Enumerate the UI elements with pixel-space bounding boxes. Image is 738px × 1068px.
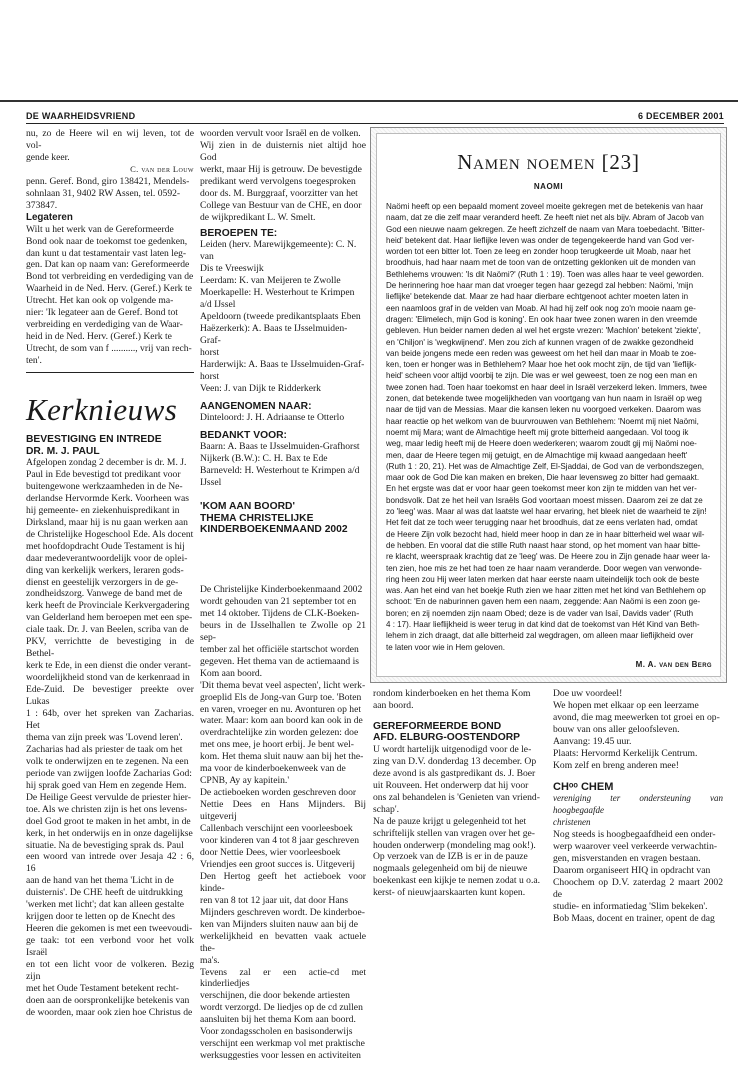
text-line: God een nieuwe naam gekregen. Ze heeft zichzelf de naam van Mara toebedacht. 'Bitter- bbox=[386, 224, 705, 234]
text-line: van beide jongens mede een reden was geweest om het heil dan maar in Moab te zoe- bbox=[386, 348, 697, 358]
text-line: verschijnen, die door bekende artiesten bbox=[200, 990, 350, 1002]
list-line: Barneveld: H. Westerhout te Krimpen a/d bbox=[200, 465, 360, 477]
text-line: met 14 oktober. Tijdens de CLK-Boeken- bbox=[200, 607, 360, 619]
list-line: Baarn: A. Baas te IJsselmuiden-Grafhorst bbox=[200, 441, 360, 453]
text-line: noemt mij Mara; want de Almachtige heeft mij grote bitterheid aangedaan. Vol toog ik bbox=[386, 427, 689, 437]
bevestiging-text bbox=[26, 457, 194, 1019]
text-line: Naömi heeft op een bepaald moment zoveel moeite gekregen met de betekenis van haar bbox=[386, 202, 704, 211]
text-line: kerst- of nieuwjaarskaarten kunt kopen. bbox=[373, 887, 526, 899]
list-line: horst bbox=[200, 370, 220, 382]
text-line: werksuggesties voor lessen en activiteiten bbox=[200, 1050, 361, 1062]
list-line: Dinteloord: J. H. Adriaanse te Otterlo bbox=[200, 412, 345, 424]
text-line: maar ook de God Die kan maken en breken, Die haar levensweg zo bitter had gemaakt. bbox=[386, 473, 700, 483]
text-line: een naamloos graf in de velden van Moab. Al had hij zelf ook nog zo'n mooie naam ge- bbox=[386, 303, 696, 313]
text-line: beurs in de IJsselhallen te Zwolle op 21 sep- bbox=[200, 619, 366, 643]
text-line: water. Maar: kom aan boord kan ook in de bbox=[200, 715, 363, 727]
text-line: nier: 'Ik legateer aan de Geref. Bond tot bbox=[26, 307, 178, 319]
text-line: re klacht, weerspraak krachtig dat ze 'leeg' was. De Heere zou in Zijn genade haar weer la- bbox=[386, 552, 711, 562]
text-line: door Nettie Dees, wier voorleesboek bbox=[200, 846, 341, 858]
text-line: Mijnders geschreven wordt. De kinderboe- bbox=[200, 906, 365, 918]
elburg-text bbox=[373, 744, 541, 899]
text-line: werkt, maar Hij is getrouw. De bevestigde bbox=[200, 163, 362, 175]
text-line: verbreiding en verdediging van de Waar- bbox=[26, 319, 183, 331]
text-line: Kom zelf en breng anderen mee! bbox=[553, 759, 679, 771]
text-line: 1 : 64b, over het spreken van Zacharias. Het bbox=[26, 708, 194, 731]
header-rule bbox=[26, 123, 724, 124]
elburg-continuation bbox=[553, 688, 723, 772]
col3-bottom-block bbox=[373, 688, 541, 1048]
text-line: schriftelijk stellen van vragen over het ge- bbox=[373, 827, 535, 839]
text-line: Wilt u het werk van de Gereformeerde bbox=[26, 223, 174, 235]
chem-text bbox=[553, 829, 723, 925]
text-line: verschijnt een werkmap vol met praktische bbox=[200, 1038, 365, 1050]
text-line: Waarheid in de Ned. Herv. (Geref.) Kerk te bbox=[26, 283, 192, 295]
text-line: krijgen door te letten op de Knecht des bbox=[26, 911, 175, 923]
text-line: Choochem op D.V. zaterdag 2 maart 2002 de bbox=[553, 876, 723, 900]
address-line: sohnlaan 31, 9402 RW Assen, tel. 0592- bbox=[26, 187, 181, 199]
text-line: en varen, vroeger en nu. Avonturen op het bbox=[200, 703, 361, 715]
text-line: Utrecht. Het kan ook op volgende ma- bbox=[26, 295, 174, 307]
text-line: Ede-Zuid. De bevestiger preekte over Lukas bbox=[26, 684, 194, 708]
subtitle-line: vereniging ter ondersteuning van hoogbegaafde bbox=[553, 793, 723, 816]
list-line: Nijkerk (B.W.): C. H. Bax te Ede bbox=[200, 453, 328, 465]
address-line: 373847. bbox=[26, 199, 58, 211]
text-line: Callenbach verschijnt een voorleesboek bbox=[200, 823, 353, 835]
text-line: ken, toen er honger was in Bethlehem? Maar hoe het ook mocht zijn, de tijd van 'lieflijk- bbox=[386, 360, 697, 370]
text-line: Voor zondagsscholen en basisonderwijs bbox=[200, 1026, 353, 1038]
text-line: Nettie Dees en Hans Mijnders. Bij uitgeverij bbox=[200, 799, 366, 823]
text-line: De herinnering hoe haar man dat vroeger tegen haar gezegd zal hebben: Naömi, 'mijn bbox=[386, 281, 694, 291]
text-line: thema van zijn preek was 'Lovend leren'. bbox=[26, 731, 183, 743]
text-line: en tot een licht voor de volkeren. Bezig zijn bbox=[26, 959, 194, 982]
text-line: Heeren die gekomen is met een tweevoudi- bbox=[26, 923, 193, 935]
text-line: naam, dat ze die zelf maar veranderd heeft. Ze heeft niet net als bijv. Abram of Jacob van bbox=[386, 213, 704, 223]
legateren-heading: Legateren bbox=[26, 211, 73, 223]
text-line: de hebben. En vooral dat die stille Ruth naast haar stond, op het moment van haar bitte- bbox=[386, 540, 701, 550]
text-line: ding van kerkelijk werkers, leraren gods- bbox=[26, 564, 184, 576]
text-line: aansluiten bij het thema Kom aan boord. bbox=[200, 1014, 356, 1026]
text-line: gen. Dat kan op naam van: Gereformeerde bbox=[26, 259, 190, 271]
text-line: Tevens zal er een actie-cd met kinderliedjes bbox=[200, 966, 366, 990]
text-line: 4 : 17). Haar lieflijkheid is weer terug in dat kind dat de toekomst van Hét Kind van Beth- bbox=[386, 619, 700, 629]
bedankt-heading: BEDANKT VOOR: bbox=[200, 429, 287, 441]
text-line: Den Hertog geeft het actieboek voor kinde- bbox=[200, 870, 366, 894]
text-line: wordt gehouden van 21 september tot en bbox=[200, 595, 357, 607]
text-line: zing van D.V. donderdag 13 december. Op bbox=[373, 755, 537, 767]
text-line: met hoofdopdracht Oude Testament is hij bbox=[26, 540, 185, 552]
gb-address bbox=[26, 176, 194, 212]
issue-date: 6 DECEMBER 2001 bbox=[637, 111, 724, 121]
text-line: ten zien, hoe mis ze het had toen ze haar naam veranderde. Door wegen van verwonde- bbox=[386, 563, 702, 573]
text-line: heid' betekent dat. Haar lieflijke leven was onder de tegengekeerde hand van God ver- bbox=[386, 235, 695, 245]
text-line: We hopen met elkaar op een leerzame bbox=[553, 699, 699, 711]
col1-divider bbox=[26, 372, 194, 373]
list-line: Apeldoorn (tweede predikantsplaats Eben bbox=[200, 310, 361, 322]
signature-van-der-louw: C. van der Louw bbox=[130, 163, 194, 174]
text-line: rondom kinderboeken en het thema Kom bbox=[373, 688, 531, 699]
text-line: hij sprak goed van Hem en zegende Hem. bbox=[26, 779, 187, 791]
text-line: groeplid Els de Jong-van Gurp toe. 'Boten bbox=[200, 691, 362, 703]
text-line: Paul in Ede bevestigd tot predikant voor bbox=[26, 468, 181, 480]
text-line: naar de tijd van de Messias. Maar die kansen leken nu voorgoed verkeken. Daarom was bbox=[386, 405, 701, 415]
chem-heading: CHᵒᵒ CHEM bbox=[553, 780, 614, 793]
text-line: ons zal behandelen is 'Genieten van vriend- bbox=[373, 791, 540, 803]
aangenomen-list bbox=[200, 412, 366, 424]
text-line: voor kinderen van 4 tot 8 jaar geschreven bbox=[200, 835, 360, 847]
chem-subtitle bbox=[553, 793, 723, 829]
text-line: daar medeverantwoordelijk voor de oplei- bbox=[26, 552, 188, 564]
text-line: weg, maar ledig heeft mij de Heere doen wederkeren; waarom zoudt gij mij Naömi noe- bbox=[386, 439, 697, 449]
text-line: broodhuis, had haar naam met de toon van de ontzetting geklonken uit de monden van bbox=[386, 258, 696, 268]
text-line: boren; en zij noemden zijn naam Obed; deze is de vader van Isaï, Davids vader' (Ruth bbox=[386, 608, 694, 618]
text-line: Op verzoek van de IZB is er in de pauze bbox=[373, 851, 528, 863]
text-line: schoot: 'En de naburinnen gaven hem een naam, zeggende: Aan Naömi is een zoon ge- bbox=[386, 597, 701, 607]
text-line: bondsvolk. Dat ze het heil van Israëls God voortaan moest missen. Daarom zei ze dat ze bbox=[386, 495, 703, 505]
text-line: men, daar de Heere tegen mij getuigt, en de Almachtige mij kwaad aangedaan heeft' bbox=[386, 450, 688, 460]
text-line: doel God groot te maken in het ambt, in de bbox=[26, 815, 191, 827]
text-line: nu, zo de Heere wil en wij leven, tot de vol- bbox=[26, 128, 194, 151]
top-rule bbox=[0, 100, 738, 102]
text-line: kom. Het thema sluit nauw aan bij het the- bbox=[200, 751, 364, 763]
text-line: Nog steeds is hoogbegaafdheid een onder- bbox=[553, 829, 716, 841]
text-line: Vriendjes een groot succes is. Uitgeverij bbox=[200, 858, 356, 870]
text-line: deze avond is als gastpredikant ds. J. Boer bbox=[373, 767, 536, 779]
text-line: wordt verzorgd. De liedjes op de cd zullen bbox=[200, 1002, 363, 1014]
text-line: zondheidszorg. Vanwege de band met de bbox=[26, 588, 183, 600]
text-line: periode van zwijgen loofde Zacharias God: bbox=[26, 767, 192, 779]
text-line: 'werken met licht'; dat kan alleen gestalte bbox=[26, 899, 184, 911]
text-line: CPNB, Ay ay kapitein.' bbox=[200, 775, 290, 787]
col1-intro bbox=[26, 128, 194, 164]
heading-line: AFD. ELBURG-OOSTENDORP bbox=[373, 732, 521, 744]
text-line: situatie. Na de bevestiging sprak ds. Paul bbox=[26, 839, 184, 851]
text-line: gegeven. Het thema van de actiemaand is bbox=[200, 655, 360, 667]
text-line: werp waarover veel verkeerde verwachtin- bbox=[553, 840, 718, 852]
list-line: Veen: J. van Dijk te Ridderkerk bbox=[200, 382, 321, 394]
text-line: schap'. bbox=[373, 803, 399, 815]
text-line: buitengewone werkzaamheden in de Ne- bbox=[26, 480, 183, 492]
text-line: dan kunt u dat testamentair vast laten leg- bbox=[26, 247, 187, 259]
text-line: een woord van intrede over Jesaja 42 : 6, 16 bbox=[26, 851, 194, 875]
text-line: Daarom organiseert HIQ in opdracht van bbox=[553, 864, 711, 876]
text-line: met het Oude Testament betekent recht- bbox=[26, 982, 179, 994]
text-line: woorden vervult voor Israël en de volken. bbox=[200, 128, 361, 139]
kinderboeken-article bbox=[200, 584, 366, 1062]
col2-top-block bbox=[200, 128, 366, 583]
text-line: gebleven. Hun beider namen deden al wel het ergste vrezen: 'Machlon' betekent 'ziekte', bbox=[386, 326, 701, 336]
list-line: Haëzerkerk): A. Baas te IJsselmuiden-Graf- bbox=[200, 322, 348, 346]
text-line: kerk heeft de Provinciale Kerkvergadering bbox=[26, 600, 190, 612]
text-line: de woorden, maar ook zien hoe Christus de bbox=[26, 1006, 193, 1018]
text-line: gende keer. bbox=[26, 151, 70, 163]
text-line: ten'. bbox=[26, 355, 42, 367]
text-line: was. Aan het eind van het boekje Ruth zien we haar zitten met het kind van Bethlehem op bbox=[386, 586, 706, 596]
list-line: IJssel bbox=[200, 477, 222, 489]
heading-line: GEREFORMEERDE BOND bbox=[373, 720, 502, 732]
text-line: Aanvang: 19.45 uur. bbox=[553, 735, 632, 747]
bedankt-list bbox=[200, 441, 366, 489]
text-line: volk te onderwijzen en te zegenen. Na een bbox=[26, 755, 189, 767]
text-line: studie- en informatiedag 'Slim bekeken'. bbox=[553, 900, 708, 912]
text-line: dienst en geestelijk verzorgers in de ge- bbox=[26, 576, 179, 588]
text-line: De actieboeken worden geschreven door bbox=[200, 787, 357, 799]
heading-line: 'KOM AAN BOORD' bbox=[200, 501, 295, 513]
text-line: woordelijkheid stond van de kerkenraad in bbox=[26, 672, 190, 684]
col1-top-block bbox=[26, 128, 194, 368]
text-line: duisternis'. De CHE heeft de uitdrukking bbox=[26, 887, 183, 899]
text-line: De Christelijke Kinderboekenmaand 2002 bbox=[200, 584, 363, 595]
text-line: twee zonen had. Toen haar toekomst en haar deel in Israël verzekerd leken. Immers, twee bbox=[386, 382, 708, 392]
list-line: Dis te Vreeswijk bbox=[200, 263, 264, 275]
text-line: ma's. bbox=[200, 954, 220, 966]
text-line: bouw van ons aller geloofsleven. bbox=[553, 723, 680, 735]
text-line: Zacharias had als priester de taak om het bbox=[26, 743, 183, 755]
text-line: Dirksland, maar hij is nu gaan werken aan bbox=[26, 516, 188, 528]
text-line: College van Bestuur van de CHE, en door bbox=[200, 199, 362, 211]
list-line: Moerkapelle: H. Westerhout te Krimpen bbox=[200, 286, 355, 298]
text-line: en 'Chiljon' is 'wegkwijnend'. Men zou zich af kunnen vragen of de zwakke gezondheid bbox=[386, 337, 694, 347]
text-line: werkelijkheid en bevatten vaak actuele the- bbox=[200, 930, 366, 954]
text-line: nogmaals gelegenheid om bij de nieuwe bbox=[373, 863, 528, 875]
publication-name: DE WAARHEIDSVRIEND bbox=[26, 111, 136, 121]
namen-noemen-text bbox=[386, 201, 718, 656]
text-line: uit Rouveen. Het onderwerp dat hij voor bbox=[373, 779, 529, 791]
text-line: derlandse Hervormde Kerk. Voorheen was bbox=[26, 492, 189, 504]
list-line: Harderwijk: A. Baas te IJsselmuiden-Graf- bbox=[200, 358, 365, 370]
text-line: kerk, in het onderwijs en in onze dagelijkse bbox=[26, 827, 193, 839]
text-line: ren van 8 tot 12 jaar uit, dat door Hans bbox=[200, 894, 349, 906]
text-line: boekenkast een kijkje te nemen zodat u o.a. bbox=[373, 875, 541, 887]
text-line: (Ruth 1 : 20, 21). Het was de Almachtige Zelf, El-Sjaddai, de God van de verbondszegen, bbox=[386, 461, 705, 471]
text-line: tember zal het officiële startschot worden bbox=[200, 643, 359, 655]
heading-line: KINDERBOEKENMAAND 2002 bbox=[200, 524, 348, 536]
text-line: En het ergste was dat er voor haar geen toekomst meer kon zijn te midden van het ver- bbox=[386, 484, 697, 494]
text-line: overdrachtelijke zin worden gelezen: doe bbox=[200, 727, 359, 739]
text-line: de Heere Zijn volk bezocht had, hield meer hoop in dan ze in haar bitterheid wel waar wil- bbox=[386, 529, 705, 539]
text-line: heid in de Ned. Herv. (Geref.) Kerk te bbox=[26, 331, 172, 343]
text-line: van Gelderland hem beroepen met een spe- bbox=[26, 612, 193, 624]
text-line: door ds. M. Burggraaf, voorzitter van het bbox=[200, 187, 358, 199]
text-line: ring heen zou Hij weer laten merken dat haar eerste naam uiteindelijk toch ook de beste bbox=[386, 574, 700, 584]
text-line: Bethlehems vrouwen: 'Is dit Naömi?' (Ruth 1 : 19). Toen was alles haar te veel geworden. bbox=[386, 269, 704, 279]
text-line: Plaats: Hervormd Kerkelijk Centrum. bbox=[553, 747, 698, 759]
aangenomen-heading: AANGENOMEN NAAR: bbox=[200, 400, 312, 412]
heading-line: THEMA CHRISTELIJKE bbox=[200, 512, 314, 524]
list-line: Leerdam: K. van Meijeren te Zwolle bbox=[200, 274, 341, 286]
text-line: worden tot een bitter lot. Toen ze leeg en zonder hoop terugkeerde uit Moab, naar het bbox=[386, 247, 691, 257]
text-line: PKV, verrichtte de bevestiging in de Bethel- bbox=[26, 636, 194, 660]
text-line: kerk te Ede, in een dienst die onder verant- bbox=[26, 660, 191, 672]
text-line: 'Dit thema bevat veel aspecten', licht werk- bbox=[200, 679, 366, 691]
text-line: ciale taak. Dr. J. van Beelen, scriba van de bbox=[26, 624, 189, 636]
text-line: Wij zien in de duisternis niet altijd hoe God bbox=[200, 139, 366, 163]
text-line: Kom aan boord. bbox=[200, 667, 263, 679]
gereformeerde-bond-heading bbox=[373, 721, 541, 744]
text-line: toe. Als we christen zijn is het ons levens- bbox=[26, 803, 188, 815]
text-line: ma voor de kinderboekenweek van de bbox=[200, 763, 346, 775]
text-line: te laten voor wie in Hem geloven. bbox=[386, 642, 505, 652]
text-line: Bob Maas, docent en trainer, opent de dag bbox=[553, 912, 715, 924]
text-line: Afgelopen zondag 2 december is dr. M. J. bbox=[26, 457, 187, 468]
heading-line: BEVESTIGING EN INTREDE bbox=[26, 434, 162, 445]
bevestiging-article bbox=[26, 434, 194, 1046]
kinderboeken-heading bbox=[200, 501, 366, 536]
namen-noemen-signature: M. A. van den Berg bbox=[635, 660, 712, 669]
text-line: Bond ook naar de toekomst toe gedenken, bbox=[26, 235, 188, 247]
text-line: de wijkpredikant L. W. Smelt. bbox=[200, 211, 316, 223]
text-line: lehem in zich draagt, dat alle bitterheid zal wegdragen, om alleen maar lieflijkheid over bbox=[386, 631, 694, 641]
text-line: dragen: 'Elimelech, mijn God is koning'. En ook haar twee zonen waren in den vreemde bbox=[386, 314, 698, 324]
text-line: Doe uw voordeel! bbox=[553, 688, 623, 699]
text-line: aan boord. bbox=[373, 699, 414, 711]
text-line: De Heilige Geest vervulde de priester hier- bbox=[26, 791, 191, 803]
text-line: heid' scheen voor altijd voorbij te zijn. Die was er wel geweest, toen ze nog een man en bbox=[386, 371, 698, 381]
text-line: ge taak: tot een verbond voor het volk Israël bbox=[26, 935, 194, 959]
text-line: avond, die mag meewerken tot groei en op- bbox=[553, 711, 720, 723]
text-line: haar reactie op het welkom van de buurvrouwen van Bethlehem: 'Noemt mij niet Naömi, bbox=[386, 416, 699, 426]
text-line: Na de pauze krijgt u gelegenheid tot het bbox=[373, 815, 527, 827]
text-line: houden onderwerp (mondeling mag ook!). bbox=[373, 839, 536, 851]
text-line: hij gemeente- en ziekenhuispredikant in bbox=[26, 504, 180, 516]
kinderboeken-continuation bbox=[373, 688, 541, 712]
text-line: doen aan de oorspronkelijke betekenis van bbox=[26, 994, 190, 1006]
bevestiging-heading bbox=[26, 434, 194, 457]
list-line: a/d IJssel bbox=[200, 298, 236, 310]
text-line: aan de hand van het thema 'Licht in de bbox=[26, 875, 174, 887]
text-line: U wordt hartelijk uitgenodigd voor de le- bbox=[373, 743, 532, 755]
text-line: lieflijke' betekende dat. Maar ze had haar dierbare echtgenoot achter moeten laten in bbox=[386, 292, 689, 302]
text-line: Bond tot verbreiding en verdediging van de bbox=[26, 271, 194, 283]
col4-bottom-block bbox=[553, 688, 723, 1048]
heading-line: DR. M. J. PAUL bbox=[26, 445, 100, 457]
text-line: Het feit dat ze toch weer terugging naar het broodhuis, dat ze eens verlaten had, omdat bbox=[386, 518, 698, 528]
beroepen-list bbox=[200, 239, 366, 394]
namen-noemen-title: Namen noemen [23] bbox=[457, 150, 640, 174]
text-line: gen, misverstanden en vragen bestaan. bbox=[553, 852, 701, 864]
text-line: met ons mee, je hoort erbij. Je bent wel- bbox=[200, 739, 354, 751]
kerknieuws-title: Kerknieuws bbox=[26, 392, 178, 427]
legateren-text bbox=[26, 224, 194, 367]
text-line: predikant werd vervolgens toegesproken bbox=[200, 175, 356, 187]
namen-noemen-subtitle: NAOMI bbox=[533, 182, 564, 191]
text-line: zonen, dat betekende twee mogelijkheden van voortgang van hun naam in Israël op weg bbox=[386, 394, 702, 404]
subtitle-line: christenen bbox=[553, 817, 591, 828]
list-line: Leiden (herv. Marewijkgemeente): C. N. van bbox=[200, 239, 357, 263]
text-line: de Christelijke Hogeschool Ede. Als docent bbox=[26, 528, 194, 540]
list-line: horst bbox=[200, 346, 220, 358]
col2-intro bbox=[200, 128, 366, 224]
beroepen-heading: BEROEPEN TE: bbox=[200, 227, 278, 239]
text-line: Utrecht, de som van f .........., vrij van rech- bbox=[26, 343, 192, 355]
text-line: zo 'leeg' was. Maar al was dat laatste wel haar ervaring, het bleek niet de waarheid te zijn! bbox=[386, 507, 707, 517]
kinderboeken-text bbox=[200, 584, 366, 1062]
address-line: penn. Geref. Bond, giro 138421, Mendels- bbox=[26, 175, 190, 187]
text-line: ken van Mijnders sluiten nauw aan bij de bbox=[200, 918, 358, 930]
